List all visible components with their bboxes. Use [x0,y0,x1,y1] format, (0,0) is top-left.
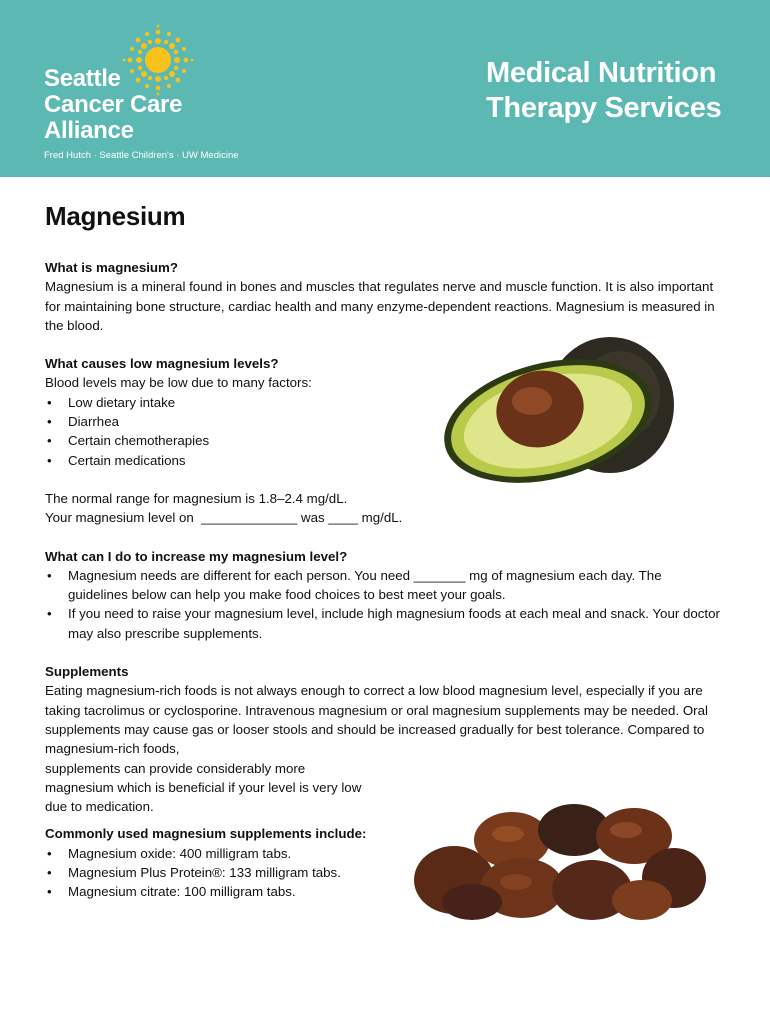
supplements-body: Eating magnesium-rich foods is not always enough to correct a low blood magnesium level, especially if you are taking tacrolimus or cyclosporine. Intravenous magnesium or oral magnesium supplements may be needed. Oral supplements may cause gas or looser stools and should be increased gradually for best tolerance. Compared to magnesium-rich foods, [45,683,708,757]
supplements-heading: Supplements [45,664,129,680]
increase-heading: What can I do to increase my magnesium level? [45,548,348,564]
what-is-heading: What is magnesium? [45,260,178,275]
causes-intro: Blood levels may be low due to many factors: [45,375,312,391]
list-item: • Low dietary intake [45,393,725,412]
page-title: Magnesium [45,201,186,231]
service-title [486,56,721,126]
list-item: • Magnesium needs are different for each person. You need _______ mg of magnesium each day. The guidelines below can help you make food choices to best meet your goals. [45,566,725,605]
your-level-text: Your magnesium level on _____________ was ____ mg/dL. [45,510,403,526]
causes-heading: What causes low magnesium levels? [45,356,279,372]
list-item: • Magnesium Plus Protein®: 133 milligram tabs. [45,863,725,882]
common-supplements-heading: Commonly used magnesium supplements include: [45,826,367,842]
list-item: • If you need to raise your magnesium level, include high magnesium foods at each meal and snack. Your doctor may also prescribe supplements. [45,604,725,643]
list-item: • Certain chemotherapies [45,431,725,450]
service-title-line-1: Medical Nutrition [486,57,717,89]
logo-line-1: Seattle [44,65,121,92]
logo-line-2: Cancer Care [44,91,183,118]
list-item: • Diarrhea [45,412,725,431]
service-title-line-2: Therapy Services [486,92,722,124]
logo-subtitle: Fred Hutch · Seattle Children's · UW Medicine [44,150,239,161]
logo-line-3: Alliance [44,117,134,144]
document-body [45,200,725,902]
list-item: • Magnesium citrate: 100 milligram tabs. [45,882,725,901]
list-item: • Certain medications [45,451,725,470]
list-item: • Magnesium oxide: 400 milligram tabs. [45,844,725,863]
common-supplements-list [45,844,725,902]
what-is-body: Magnesium is a mineral found in bones and muscles that regulates nerve and muscle function. It is also important for maintaining bone structure, cardiac health and many enzyme-dependent reactions. Magnesium is measured in the blood. [45,279,715,333]
logo-wordmark [44,66,182,144]
causes-list [45,393,725,470]
header-banner [0,0,770,177]
supplements-body-continued: supplements can provide considerably more magnesium which is beneficial if your level is very low due to medication. [45,760,362,815]
normal-range-text: The normal range for magnesium is 1.8–2.4 mg/dL. [45,490,348,506]
increase-list [45,566,725,643]
